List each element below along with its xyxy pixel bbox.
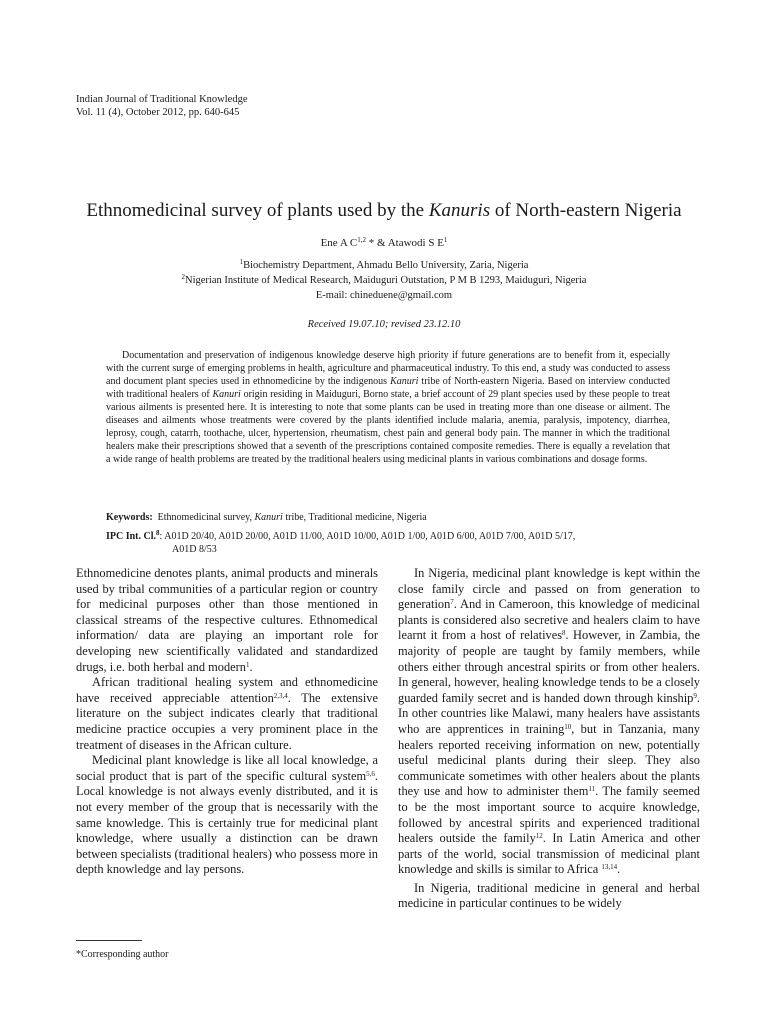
abstract: Documentation and preservation of indigenous knowledge deserve high priority if future generations are to benefit from it, especially with the current surge of emerging problems in health, agriculture and pharmaceutical industry. To this end, a study was conducted to assess and document plant species used in ethnomedicine by the indigenous Kanuri tribe of North-eastern Nigeria. Based on interview conducted with traditional healers of Kanuri origin residing in Maiduguri, Borno state, a brief account of 29 plant species used by these people to treat various ailments is presented here. It is interesting to note that some plants can be used in treating more than one disease or ailment. The diseases and ailments whose treatments were covered by the plants identified include malaria, anemia, paralysis, impotency, diarrhea, leprosy, cough, catarrh, toothache, ulcer, hypertension, rheumatism, chest pain and general body pain. The manner in which the traditional healers make their prescriptions showed that a seventh of the prescriptions contained composite remedies. There is equally a revelation that a wide range of health problems are treated by the traditional healers using medicinal plants in various combinations and dosage forms. (106, 350, 670, 465)
left-column (76, 566, 378, 878)
keywords: Keywords: Ethnomedicinal survey, Kanuri tribe, Traditional medicine, Nigeria (106, 512, 427, 523)
footnote-divider (76, 940, 142, 941)
right-column (398, 566, 700, 912)
keywords-label: Keywords: (106, 512, 153, 523)
left-paragraph-3: Medicinal plant knowledge is like all local knowledge, a social product that is part of the specific cultural system$^{5,6}$. Local knowledge is not always evenly distributed, and it is not every member of the group that is necessarily with the same knowledge. This is certainly true for medicinal plant knowledge, where usually a distinction can be drawn between specialists (traditional healers) who possess more in depth knowledge and lay persons. (76, 753, 378, 877)
title-italic: Kanuris (428, 200, 491, 221)
paper-title (0, 200, 768, 222)
journal-header (76, 93, 247, 119)
author-email: E-mail: chineduene@gmail.com (315, 290, 453, 301)
journal-name: Indian Journal of Traditional Knowledge (76, 94, 248, 105)
ipc-classification: IPC Int. Cl.$^8$: A01D 20/40, A01D 20/00, A01D 11/00, A01D 10/00, A01D 1/00, A01D 6/00, A01D 7/00, A01D 5/17, A01D 8/53 (106, 529, 576, 555)
received-dates: Received 19.07.10; revised 23.12.10 (307, 319, 461, 330)
author-line (0, 237, 768, 249)
right-paragraph-2: In Nigeria, traditional medicine in general and herbal medicine in particular continues to be widely (398, 880, 700, 911)
affiliations (0, 258, 768, 303)
affiliation-1: $^1$Biochemistry Department, Ahmadu Bello University, Zaria, Nigeria (239, 258, 529, 271)
author-separator: * & Atawodi S E (366, 237, 444, 249)
author-1-affil: 1,2 (357, 236, 366, 244)
left-paragraph-2: African traditional healing system and ethnomedicine have received appreciable attention$^{2,3,4}$. The extensive literature on the subject indicates clearly that traditional medicine practice occupies a very prominent place in the treatment of diseases in the African culture. (76, 675, 379, 752)
affiliation-2: $^2$Nigerian Institute of Medical Research, Maiduguri Outstation, P M B 1293, Maiduguri, Nigeria (181, 273, 587, 286)
title-part2: of North-eastern Nigeria (490, 200, 682, 221)
corresponding-author-footnote: *Corresponding author (76, 949, 169, 960)
left-paragraph-1: Ethnomedicine denotes plants, animal products and minerals used by tribal communities of a particular region or country for medicinal purposes other than those mentioned in classical streams of the respective cultures. Ethnomedical information/ data are playing an important role for developing new scientifically validated and standardized drugs, i.e. both herbal and modern$^1$. (76, 566, 378, 674)
author-1: Ene A C (320, 237, 358, 249)
title-part1: Ethnomedicinal survey of plants used by the (86, 200, 429, 221)
author-2-affil: 1 (443, 236, 448, 244)
ipc-label: IPC Int. Cl. (106, 531, 157, 542)
right-paragraph-1: In Nigeria, medicinal plant knowledge is kept within the close family circle and passed on from generation to generation$^7$. And in Cameroon, this knowledge of medicinal plants is considered also secretive and healers claim to have learnt it from a host of relatives$^8$. However, in Zambia, the majority of people are taught by family members, while others either through ancestral spirits or from other healers. In general, however, healing knowledge tends to be a closely guarded family secret and is handed down through kinship$^9$. In other countries like Malawi, many healers have assistants who are apprentices in training$^{10}$, but in Tanzania, many healers reported receiving information on new, potentially useful medicinal plants during their sleep. They also communicate sometimes with other healers about the plants they use and how to administer them$^{11}$. The family seemed to be the most important source to acquire knowledge, followed by ancestral spirits and experienced traditional healers outside the family$^{12}$. In Latin America and other parts of the world, social transmission of medicinal plant knowledge and skills is similar to Africa $^{13,14}$. (398, 566, 700, 877)
journal-volume: Vol. 11 (4), October 2012, pp. 640-645 (76, 107, 240, 118)
